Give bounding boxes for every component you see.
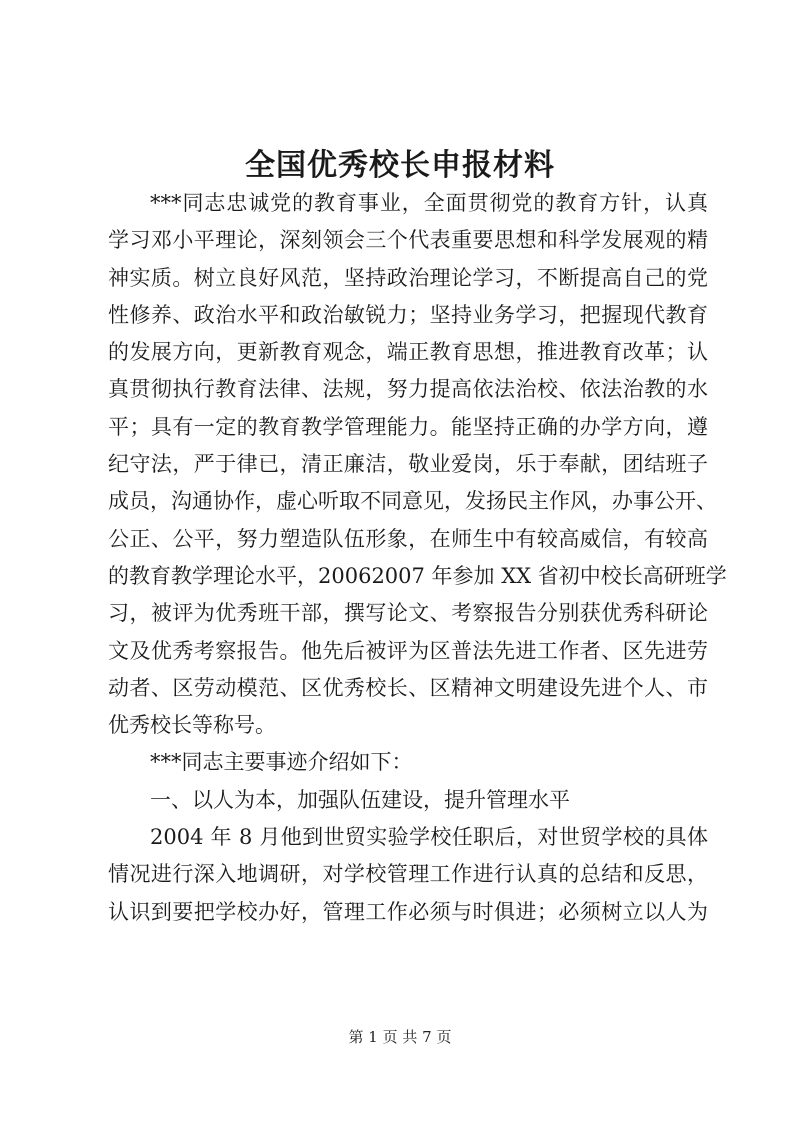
text-line: 文及优秀考察报告。他先后被评为区普法先进工作者、区先进劳	[108, 638, 708, 663]
text-line: 优秀校长等称号。	[108, 713, 276, 738]
document-title: 全国优秀校长申报材料	[245, 148, 555, 183]
text-line: 平；具有一定的教育教学管理能力。能坚持正确的办学方向，遵	[108, 414, 708, 439]
document-body	[108, 185, 727, 931]
text-line: 真贯彻执行教育法律、法规，努力提高依法治校、依法治教的水	[108, 377, 708, 402]
section-heading: 一、以人为本，加强队伍建设，提升管理水平	[150, 787, 570, 812]
text-line: 习，被评为优秀班干部，撰写论文、考察报告分别获优秀科研论	[108, 601, 708, 626]
text-line: 动者、区劳动模范、区优秀校长、区精神文明建设先进个人、市	[108, 675, 708, 700]
page-number: 第 1 页 共 7 页	[348, 1028, 452, 1046]
text-line: 学习邓小平理论，深刻领会三个代表重要思想和科学发展观的精	[108, 228, 708, 253]
text-line: 的发展方向，更新教育观念，端正教育思想，推进教育改革；认	[108, 340, 708, 365]
text-line: 性修养、政治水平和政治敏锐力；坚持业务学习，把握现代教育	[108, 302, 708, 327]
text-line: 纪守法，严于律已，清正廉洁，敬业爱岗，乐于奉献，团结班子	[108, 452, 708, 477]
text-line: 的教育教学理论水平，20062007 年参加 XX 省初中校长高研班学	[108, 563, 727, 588]
text-line: 2004 年 8 月他到世贸实验学校任职后，对世贸学校的具体	[150, 825, 708, 850]
text-line: ***同志主要事迹介绍如下：	[150, 750, 413, 775]
text-line: 成员，沟通协作，虚心听取不同意见，发扬民主作风，办事公开、	[108, 489, 717, 514]
text-line: 情况进行深入地调研，对学校管理工作进行认真的总结和反思，	[108, 862, 708, 887]
text-line: 公正、公平，努力塑造队伍形象，在师生中有较高威信，有较高	[108, 526, 708, 551]
text-line: ***同志忠诚党的教育事业，全面贯彻党的教育方针，认真	[150, 191, 708, 215]
text-line: 神实质。树立良好风范，坚持政治理论学习，不断提高自己的党	[108, 265, 708, 290]
text-line: 认识到要把学校办好，管理工作必须与时俱进；必须树立以人为	[108, 899, 708, 924]
